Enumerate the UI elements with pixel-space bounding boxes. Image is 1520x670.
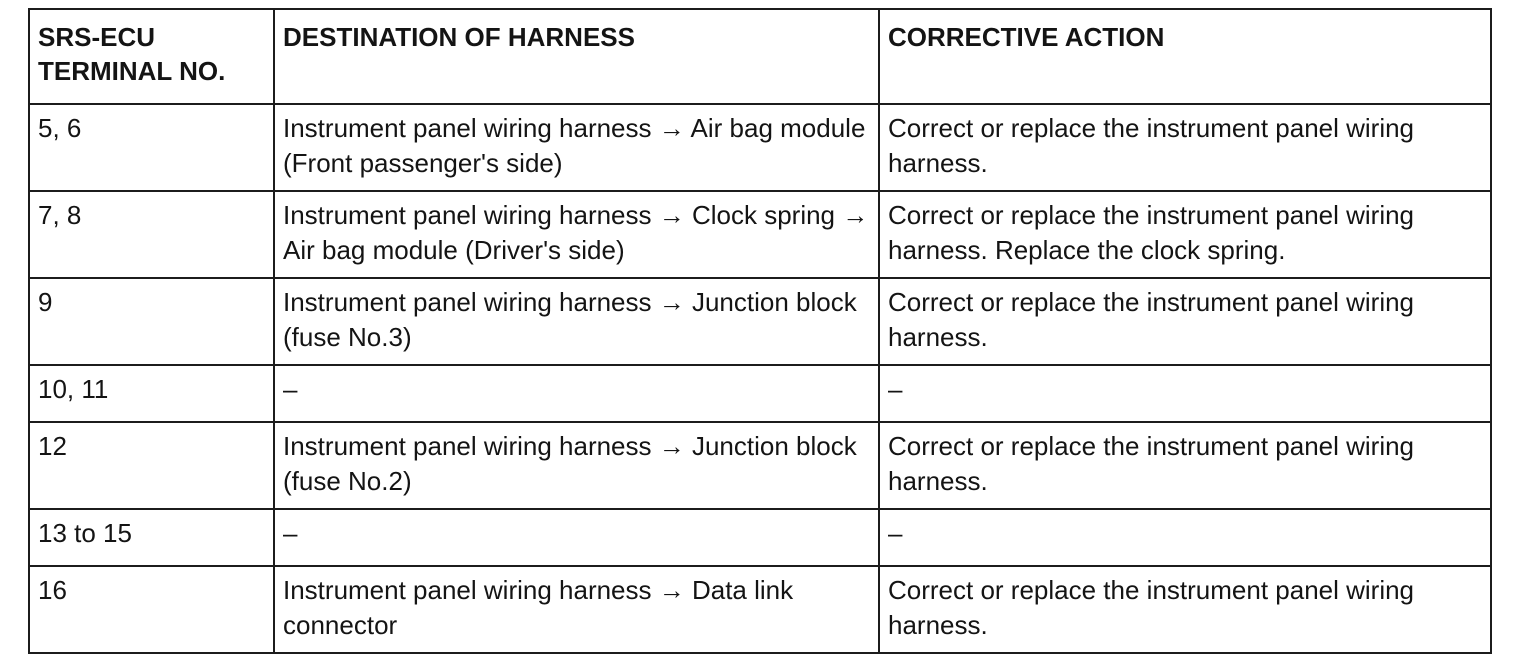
header-terminal: SRS-ECU TERMINAL NO.	[29, 9, 274, 104]
destination-cell: –	[274, 509, 879, 566]
terminal-cell: 10, 11	[29, 365, 274, 422]
destination-cell: Instrument panel wiring harness → Junction block (fuse No.3)	[274, 278, 879, 365]
table-row	[29, 104, 1491, 191]
destination-cell: Instrument panel wiring harness → Air bag module (Front passenger's side)	[274, 104, 879, 191]
table-row	[29, 566, 1491, 653]
destination-cell: Instrument panel wiring harness → Data link connector	[274, 566, 879, 653]
terminal-cell: 12	[29, 422, 274, 509]
table-row	[29, 365, 1491, 422]
header-row	[29, 9, 1491, 104]
destination-cell: –	[274, 365, 879, 422]
header-action: CORRECTIVE ACTION	[879, 9, 1491, 104]
action-cell: Correct or replace the instrument panel wiring harness.	[879, 422, 1491, 509]
action-cell: –	[879, 365, 1491, 422]
destination-cell: Instrument panel wiring harness → Clock spring → Air bag module (Driver's side)	[274, 191, 879, 278]
terminal-cell: 13 to 15	[29, 509, 274, 566]
terminal-cell: 7, 8	[29, 191, 274, 278]
destination-cell: Instrument panel wiring harness → Junction block (fuse No.2)	[274, 422, 879, 509]
table-row	[29, 509, 1491, 566]
terminal-cell: 9	[29, 278, 274, 365]
action-cell: Correct or replace the instrument panel wiring harness.	[879, 104, 1491, 191]
header-destination: DESTINATION OF HARNESS	[274, 9, 879, 104]
action-cell: Correct or replace the instrument panel wiring harness.	[879, 566, 1491, 653]
action-cell: Correct or replace the instrument panel wiring harness.	[879, 278, 1491, 365]
terminal-cell: 16	[29, 566, 274, 653]
table-row	[29, 422, 1491, 509]
action-cell: Correct or replace the instrument panel wiring harness. Replace the clock spring.	[879, 191, 1491, 278]
table-row	[29, 278, 1491, 365]
table-row	[29, 191, 1491, 278]
terminal-cell: 5, 6	[29, 104, 274, 191]
harness-table	[28, 8, 1492, 654]
action-cell: –	[879, 509, 1491, 566]
